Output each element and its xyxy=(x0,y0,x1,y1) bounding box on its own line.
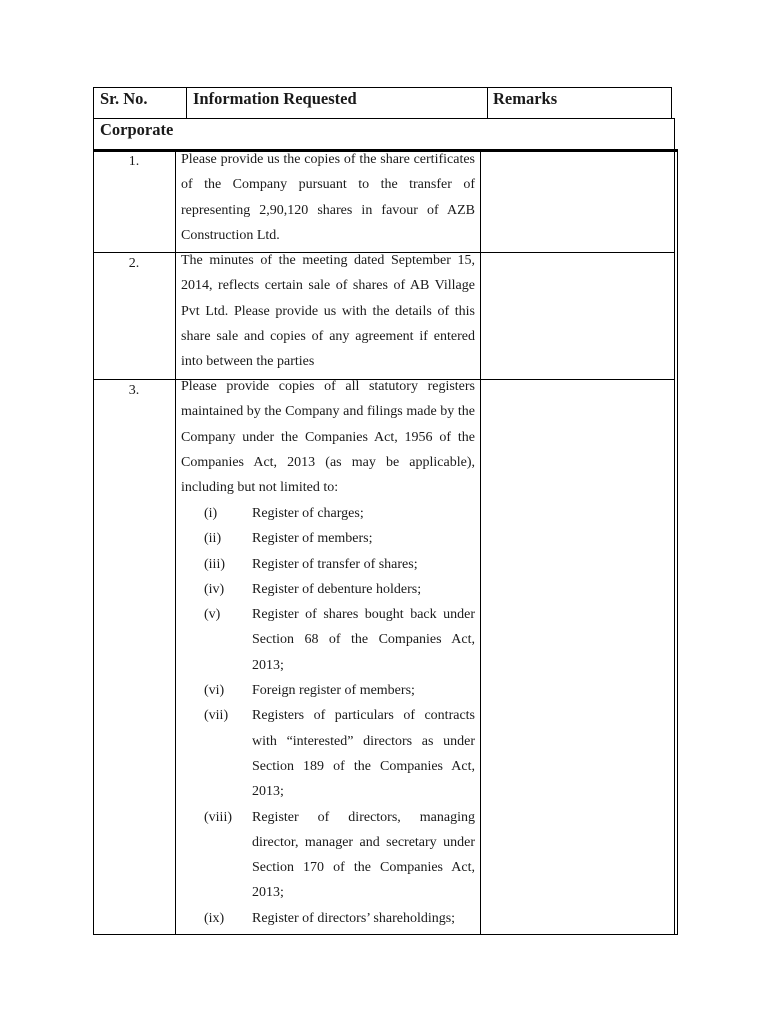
header-information-requested: Information Requested xyxy=(193,89,357,108)
list-item-number: (iv) xyxy=(204,581,225,597)
list-item-number: (ix) xyxy=(204,910,225,926)
list-item xyxy=(203,602,475,678)
list-item-number: (v) xyxy=(204,607,221,623)
list-item xyxy=(203,526,475,551)
list-item-number: (viii) xyxy=(204,809,232,825)
header-sr-no: Sr. No. xyxy=(100,89,148,108)
list-item-number: (i) xyxy=(204,506,218,521)
section-row-corporate xyxy=(93,118,675,150)
row-2-information: The minutes of the meeting dated September 15, 2014, reflects certain sale of shares of AB Village Pvt Ltd. Please provide us with the details of this share sale and copies of any agreement if entered into between the parties xyxy=(181,253,475,370)
list-item-text: Foreign register of members; xyxy=(252,683,415,699)
list-item-text: Registers of particulars of contracts with “interested” directors as under Section 189 of the Companies Act, 2013; xyxy=(252,708,475,800)
list-item xyxy=(203,678,475,703)
list-item-text: Register of transfer of shares; xyxy=(252,556,418,572)
row-1-sr-number: 1. xyxy=(128,154,140,169)
list-item-text: Register of members; xyxy=(252,531,373,547)
list-item xyxy=(203,906,475,931)
row-3-sr-number: 3. xyxy=(128,383,140,398)
list-item-number: (ii) xyxy=(204,531,222,547)
list-item-number: (iii) xyxy=(204,556,225,572)
header-remarks: Remarks xyxy=(493,89,558,108)
row-3-register-list xyxy=(203,501,475,931)
column-divider-remarks xyxy=(480,150,481,935)
list-item-text: Register of directors’ shareholdings; xyxy=(252,910,456,926)
list-item xyxy=(203,703,475,804)
list-item xyxy=(203,552,475,577)
list-item-text: Register of charges; xyxy=(252,506,364,521)
list-item xyxy=(203,501,475,526)
list-item-text: Register of shares bought back under Section 68 of the Companies Act, 2013; xyxy=(252,607,475,673)
row-2-sr-number: 2. xyxy=(128,256,140,271)
list-item-text: Register of directors, managing director, manager and secretary under Section 170 of the Companies Act, 2013; xyxy=(252,809,475,901)
list-item-text: Register of debenture holders; xyxy=(252,581,422,597)
column-divider-sr xyxy=(175,150,176,935)
row-1-information: Please provide us the copies of the share certificates of the Company pursuant to the transfer of representing 2,90,120 shares in favour of AZB Construction Ltd. xyxy=(181,152,475,243)
list-item-number: (vi) xyxy=(204,683,225,699)
row-3-information: Please provide copies of all statutory registers maintained by the Company and filings made by the Company under the Companies Act, 1956 of the Companies Act, 2013 (as may be applicable), including but not limited to: xyxy=(181,379,475,496)
list-item xyxy=(203,805,475,906)
list-item xyxy=(203,577,475,602)
section-title: Corporate xyxy=(100,120,174,139)
body-table-inner-right-border xyxy=(674,150,675,935)
list-item-number: (vii) xyxy=(204,708,229,724)
